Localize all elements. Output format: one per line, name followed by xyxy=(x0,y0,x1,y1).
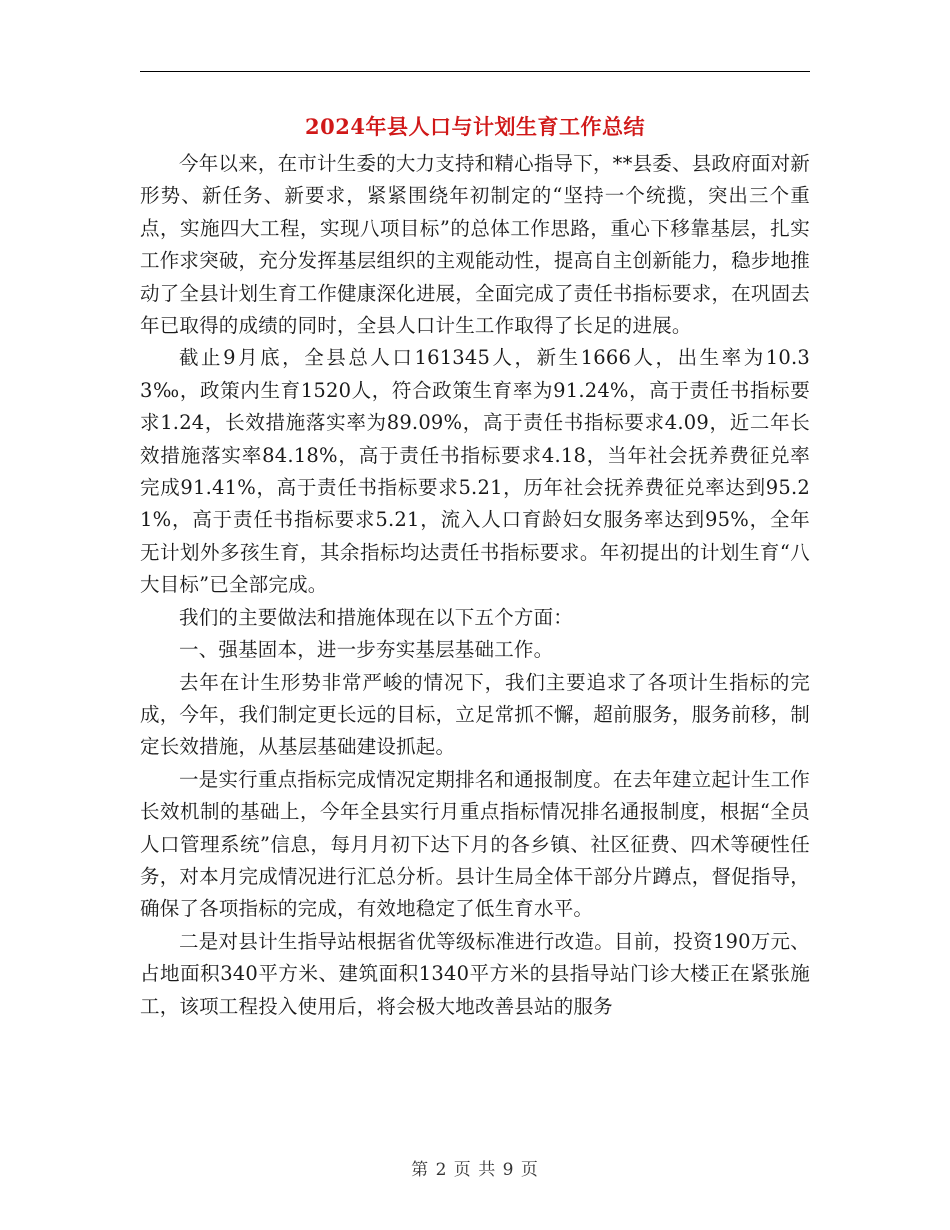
document-title: 2024年县人口与计划生育工作总结 xyxy=(305,114,645,139)
section-heading-1: 一、强基固本，进一步夯实基层基础工作。 xyxy=(179,638,554,662)
paragraph-intro: 今年以来，在市计生委的大力支持和精心指导下，**县委、县政府面对新形势、新任务、新要求，紧紧围绕年初制定的“坚持一个统揽，突出三个重点，实施四大工程，实现八项目标”的总体工作思路，重心下移靠基层，扎实工作求突破，充分发挥基层组织的主观能动性，提高自主创新能力，稳步地推动了全县计划生育工作健康深化进展，全面完成了责任书指标要求，在巩固去年已取得的成绩的同时，全县人口计生工作取得了长足的进展。 xyxy=(140,152,810,338)
paragraph-point-2: 二是对县计生指导站根据省优等级标准进行改造。目前，投资190万元、占地面积340平方米、建筑面积1340平方米的县指导站门诊大楼正在紧张施工，该项工程投入使用后，将会极大地改善县站的服务 xyxy=(140,929,810,1018)
paragraph-point-1: 一是实行重点指标完成情况定期排名和通报制度。在去年建立起计生工作长效机制的基础上，今年全县实行月重点指标情况排名通报制度，根据“全员人口管理系统”信息，每月月初下达下月的各乡镇、社区征费、四术等硬性任务，对本月完成情况进行汇总分析。县计生局全体干部分片蹲点，督促指导，确保了各项指标的完成，有效地稳定了低生育水平。 xyxy=(140,767,810,921)
page-number: 第 2 页 共 9 页 xyxy=(411,1160,539,1180)
paragraph-measures-intro: 我们的主要做法和措施体现在以下五个方面： xyxy=(179,605,574,629)
header-rule xyxy=(140,71,810,72)
paragraph-statistics: 截止9月底，全县总人口161345人，新生1666人，出生率为10.33‰，政策内生育1520人，符合政策生育率为91.24%，高于责任书指标要求1.24，长效措施落实率为89.09%，高于责任书指标要求4.09，近二年长效措施落实率84.18%，高于责任书指标要求4.18，当年社会抚养费征兑率完成91.41%，高于责任书指标要求5.21，历年社会抚养费征兑率达到95.21%，高于责任书指标要求5.21，流入人口育龄妇女服务率达到95%，全年无计划外多孩生育，其余指标均达责任书指标要求。年初提出的计划生育“八大目标”已全部完成。 xyxy=(140,346,810,597)
paragraph-section-1: 去年在计生形势非常严峻的情况下，我们主要追求了各项计生指标的完成，今年，我们制定更长远的目标，立足常抓不懈，超前服务，服务前移，制定长效措施，从基层基础建设抓起。 xyxy=(140,670,810,759)
document-body xyxy=(140,148,810,1023)
